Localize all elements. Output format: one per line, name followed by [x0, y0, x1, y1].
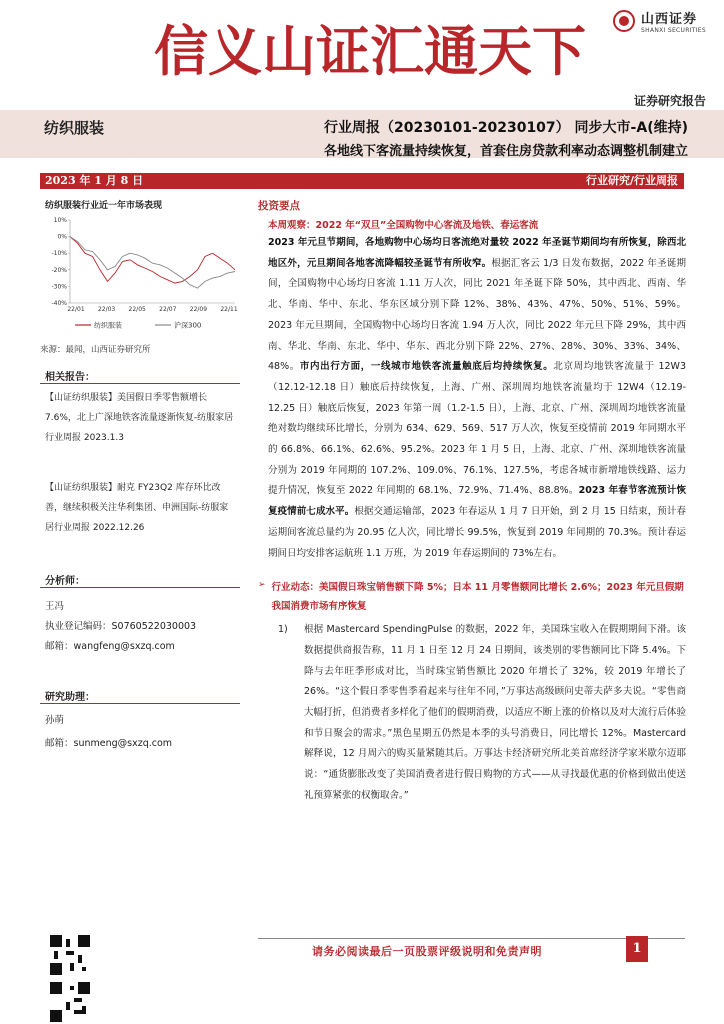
market-performance-chart	[40, 215, 240, 335]
body-text: 根据交通运输部，2023 年春运从 1 月 7 日开始，到 2 月 15 日结束，预计春运期间客流总量约为 20.95 亿人次，同比增长 99.5%，恢复到 2019 年同期的 70.3%。预计春运期间日均安排客运航班 1.1 万班，为 2019 年春运期间的 73%左右。	[268, 506, 686, 559]
analyst-license: 执业登记编码：S0760522030003	[45, 621, 197, 632]
slogan-calligraphy	[150, 8, 586, 94]
section-title: 投资要点	[258, 200, 300, 212]
y-tick-label: 10%	[53, 217, 67, 224]
report-subtitle: 各地线下客流量持续恢复，首套住房贷款利率动态调整机制建立	[323, 144, 688, 159]
qr-code-icon	[50, 935, 90, 975]
research-label: 证券研究报告	[633, 94, 706, 108]
main-content	[258, 198, 686, 807]
divider	[40, 703, 240, 704]
observation-paragraph	[268, 233, 686, 564]
arrow-bullet-icon: ➢	[258, 580, 266, 591]
analyst-heading: 分析师：	[45, 576, 85, 587]
chart-title: 纺织服装行业近一年市场表现	[45, 201, 163, 211]
assistant-heading: 研究助理：	[45, 692, 95, 703]
analyst-email[interactable]: 邮箱：wangfeng@sxzq.com	[45, 641, 175, 652]
news-item-1	[278, 620, 686, 806]
assistant-name: 孙萌	[45, 715, 65, 726]
y-tick-label: -30%	[51, 283, 67, 291]
series-line-csi300	[70, 237, 235, 289]
related-reports-heading: 相关报告：	[45, 372, 95, 383]
legend-label: 沪深300	[174, 321, 202, 330]
x-tick-label: 22/03	[97, 306, 116, 313]
sector-name: 纺织服装	[44, 119, 105, 137]
y-tick-label: 0%	[57, 233, 67, 241]
chart-source: 来源：最闻，山西证券研究所	[40, 345, 151, 355]
related-report-2: 【山证纺织服装】耐克 FY23Q2 库存环比改善，继续积极关注华利集团、申洲国际-纺服家居行业周报 2022.12.26	[45, 483, 229, 533]
divider	[40, 587, 240, 588]
bold-highlight: 市内出行方面，一线城市地铁客流量触底后均持续恢复。	[299, 361, 554, 373]
series-line-textile	[70, 237, 235, 284]
qr-code-icon	[50, 982, 90, 1022]
legend-label: 纺织服装	[94, 321, 122, 330]
disclaimer-note[interactable]: 请务必阅读最后一页股票评级说明和免责声明	[312, 945, 542, 958]
footer-divider	[258, 938, 685, 939]
x-tick-label: 22/09	[189, 306, 208, 313]
assistant-email[interactable]: 邮箱：sunmeng@sxzq.com	[45, 738, 173, 749]
observation-tag: 本周观察：2022 年“双旦”全国购物中心客流及地铁、春运客流	[268, 220, 539, 231]
y-tick-label: -20%	[51, 266, 67, 274]
related-report-1: 【山证纺织服装】美国假日季零售额增长 7.6%，北上广深地铁客流量逐渐恢复-纺服家居行业周报 2023.1.3	[45, 393, 234, 443]
x-tick-label: 22/07	[159, 306, 177, 313]
brand-name-en: SHANXI SECURITIES	[641, 27, 706, 34]
report-category: 行业研究/行业周报	[585, 174, 678, 187]
dynamics-tag: 行业动态：美国假日珠宝销售额下降 5%；日本 11 月零售额同比增长 2.6%；2023 年元旦假期我国消费市场有序恢复	[271, 582, 684, 613]
analyst-name: 王冯	[45, 601, 65, 612]
x-tick-label: 22/01	[67, 306, 85, 313]
y-tick-label: -40%	[51, 300, 67, 307]
slogan-text: 信义山证汇通天下	[154, 19, 586, 83]
report-date: 2023 年 1 月 8 日	[45, 174, 144, 187]
item-number: 1)	[278, 624, 288, 636]
x-tick-label: 22/05	[128, 306, 146, 313]
y-tick-label: -10%	[51, 250, 67, 258]
x-tick-label: 22/11	[220, 306, 238, 313]
divider	[40, 383, 240, 384]
industry-dynamics	[258, 578, 686, 616]
page-number: 1	[626, 936, 648, 962]
news-item-text: 根据 Mastercard SpendingPulse 的数据，2022 年，美国珠宝收入在假期期间下滑。该数据提供商报告称，11 月 1 日至 12 月 24 日期间，该类别的零售额同比下降 5.4%。下降与去年旺季形成对比，当时珠宝销售额比 2020 年增长了 32%，较 2019 年增长了 26%。“这个假日季零售季看起来与往年不同，”万事达高级顾问史蒂夫萨多夫说。“零售商大幅打折，但消费者多样化了他们的假期消费，以适应不断上涨的价格以及对大流行后体验和节日聚会的需求。”黑色星期五仍然是本季的头号消费日，同比增长 12%。Mastercard 解释说，12 月周六的购买量紧随其后。万事达卡经济研究所北美首席经济学家米歇尔迈耶说：“通货膨胀改变了美国消费者进行假日购物的方式——从寻找最优惠的价格到做出使送礼预算紧张的权衡取舍。”	[304, 624, 686, 801]
bold-highlight: 2023 年元旦节期间，各地购物中心场均日客流绝对量较 2022 年圣诞节期间均有所恢复，除西北地区外，元旦期间各地客流降幅较圣诞节有所收窄。	[268, 237, 686, 269]
brand-block	[613, 8, 706, 34]
report-title: 行业周报（20230101-20230107） 同步大市-A(维持)	[324, 120, 688, 136]
brand-name-cn: 山西证券	[641, 12, 698, 27]
bold-highlight: 2023 年春节客流预计恢复疫情前七成水平。	[268, 485, 686, 518]
body-text: 根据汇客云 1/3 日发布数据，2022 年圣诞期间，全国购物中心场均日客流 1.11 万人次，同比 2021 年圣诞下降 50%，其中西北、西南、华北、华南、华中、东北、华东区域分别下降 12%、38%、43%、47%、50%、51%、59%。2023 年元旦期间，全国购物中心场均日客流 1.94 万人次，同比 2022 年元旦下降 29%，其中西南、华北、华南、东北、华中、华东、西北分别下降 22%、27%、28%、30%、33%、34%、48%。	[268, 257, 686, 373]
shanxi-logo-icon	[613, 10, 635, 32]
body-text: 北京周均地铁客流量于 12W3（12.12-12.18 日）触底后持续恢复，上海、广州、深圳周均地铁客流量均于 12W4（12.19-12.25 日）触底后恢复，2023 年第一周（1.2-1.5 日），上海、北京、广州、深圳周均地铁客流量绝对数均继续环比增长，分别为 634、629、569、517 万人次，恢复至疫情前 2019 年同期水平的 66.8%、66.1%、62.6%、95.2%。2023 年 1 月 5 日，上海、北京、广州、深圳地铁客流量分别为 2019 年同期的 107.2%、109.0%、76.1%、127.5%，考虑各城市新增地铁线路、运力提升情况，恢复至 2022 年同期的 68.1%、72.9%、71.4%、88.8%。	[268, 361, 686, 497]
